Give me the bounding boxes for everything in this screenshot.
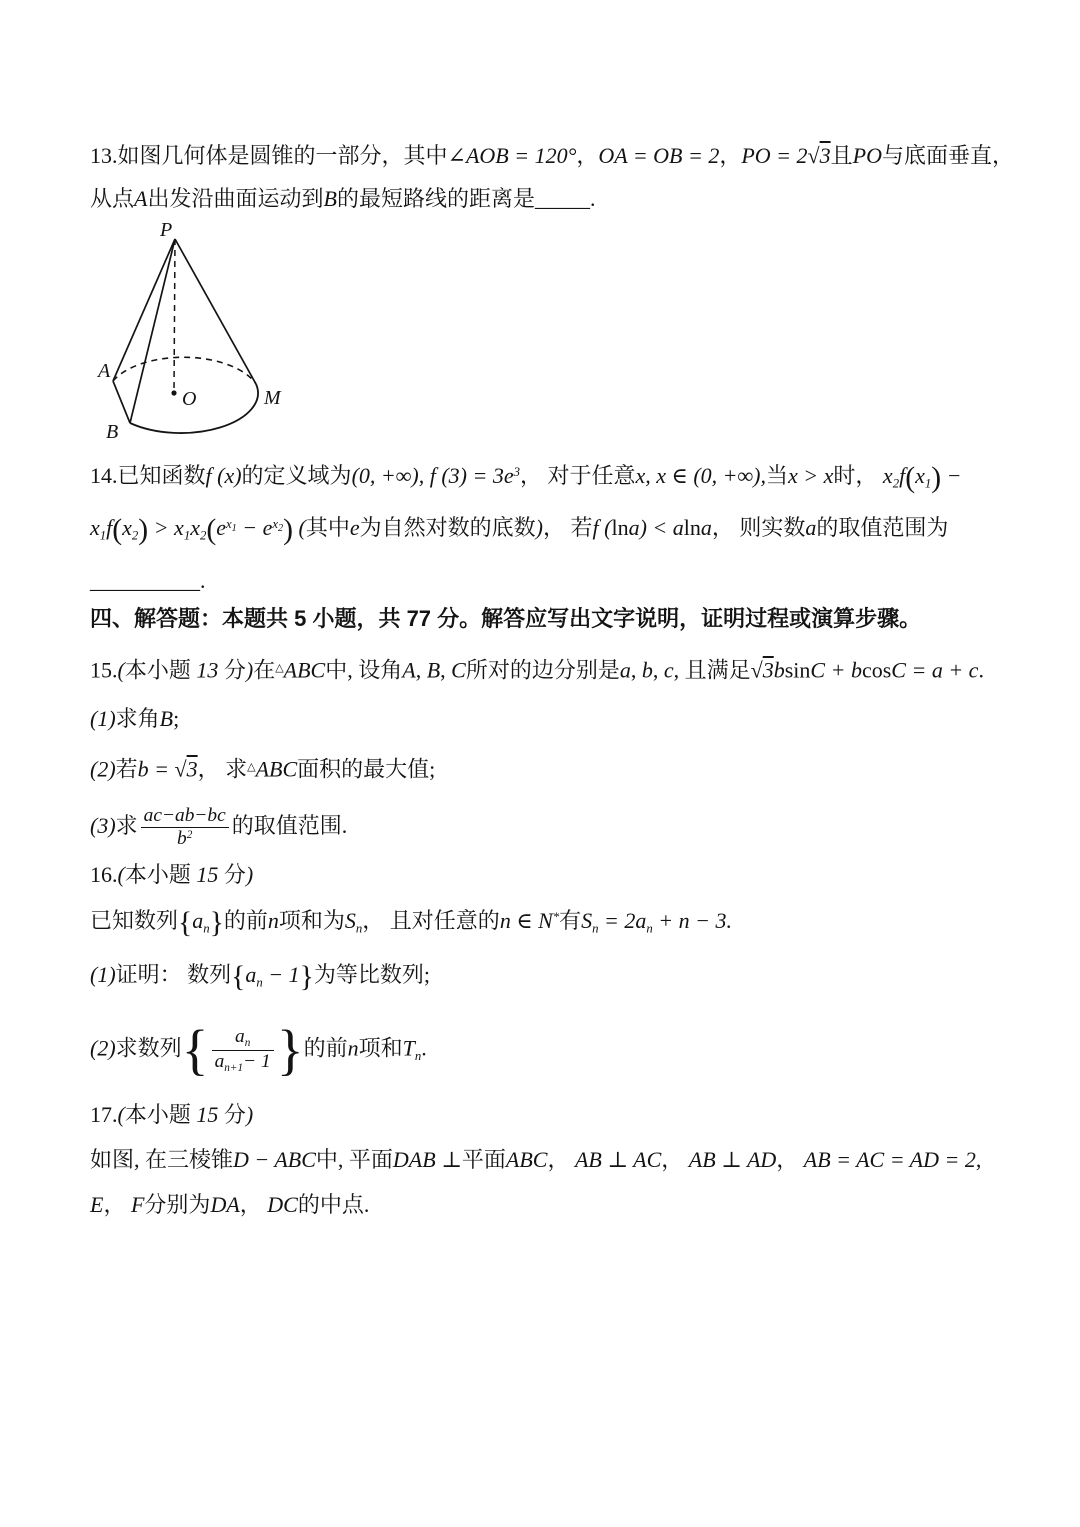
- problem-15-q1: (1)求角B;: [90, 706, 180, 731]
- problem-15-head: 15.(本小题 13 分)在△ABC中, 设角A, B, C所对的边分别是a, b, c, 且满足√3bsinC + bcosC = a + c.: [90, 657, 984, 683]
- problem-13-line-1: 13.如图几何体是圆锥的一部分，其中∠AOB = 120°，OA = OB = 2，PO = 2√3且PO与底面垂直，: [90, 143, 1014, 168]
- cone-figure: [92, 220, 327, 455]
- edge-PA: [113, 239, 175, 381]
- problem-15-q2: (2)若b = √3， 求△ABC面积的最大值;: [90, 756, 436, 782]
- problem-16-head: 16.(本小题 15 分): [90, 862, 254, 887]
- figure-label-B: B: [106, 421, 119, 443]
- problem-17-head: 17.(本小题 15 分): [90, 1102, 254, 1127]
- problem-14-line-1: 14.已知函数f (x)的定义域为(0, +∞), f $(3) = 3e^3$， 对于任意x, x ∈ (0, +∞),当x > x时， $x_2f(x_1)$ −: [90, 462, 962, 495]
- edge-PB: [130, 239, 175, 423]
- problem-17-line-2: E， F分别为DA， DC的中点.: [90, 1192, 370, 1217]
- figure-label-O: O: [182, 388, 197, 410]
- problem-16-q2: (2)求数列{ $\frac{a_n}{a_{n+1}- 1}$ }的前n项和$T_n$.: [90, 1019, 427, 1082]
- problem-14-line-2: $x_1f(x_2) > x_1x_2(e^{x_1} - e^{x_2})$ (其中e为自然对数的底数)， 若f (lna) < alna， 则实数a的取值范围为: [90, 514, 949, 547]
- base-ellipse-back-arc: [113, 357, 256, 384]
- axis-PO: [174, 239, 175, 391]
- problem-16-text: 已知数列$\{a_n\}$的前n项和为$S_n$， 且对任意的n ∈ N*有$S_n = 2a_n + n - 3$.: [90, 907, 732, 940]
- figure-label-A: A: [98, 360, 111, 382]
- figure-label-M: M: [264, 387, 281, 409]
- edge-PM: [175, 239, 256, 384]
- problem-16-q1: (1)证明： 数列$\{a_n - 1\}$为等比数列;: [90, 961, 431, 994]
- section-4-heading: 四、解答题：本题共 5 小题，共 77 分。解答应写出文字说明，证明过程或演算步骤。: [90, 606, 922, 631]
- problem-13-line-2: 从点A出发沿曲面运动到B的最短路线的距离是_____.: [90, 186, 596, 211]
- figure-label-P: P: [160, 220, 173, 241]
- center-point-O: [171, 390, 176, 395]
- edge-AB: [113, 381, 130, 423]
- problem-14-answer-blank: __________.: [90, 568, 206, 593]
- problem-17-line-1: 如图, 在三棱锥D − ABC中, 平面DAB ⊥平面ABC， AB ⊥ AC， AB ⊥ AD， AB = AC = AD = 2,: [90, 1147, 982, 1172]
- problem-15-q3: (3)求 $\frac{ac-ab-bc}{b^2}$ 的取值范围.: [90, 805, 348, 850]
